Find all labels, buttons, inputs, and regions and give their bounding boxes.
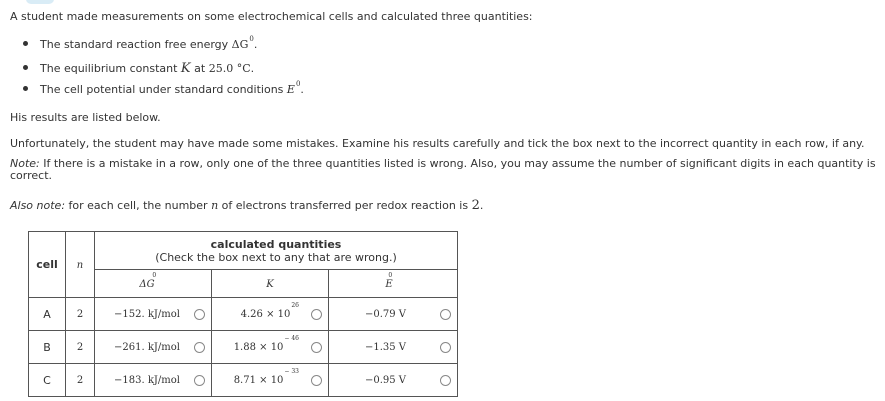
k-exponent: − 46 (284, 334, 299, 342)
e-checkbox[interactable] (440, 342, 451, 353)
results-table (28, 231, 458, 397)
table-row (29, 364, 458, 397)
listed-text: His results are listed below. (10, 111, 161, 124)
e-value: −1.35 V (364, 341, 406, 353)
bullet-icon (23, 86, 28, 91)
k-checkbox[interactable] (311, 309, 322, 320)
table-row (29, 331, 458, 364)
k-value: 8.71 × 10 (233, 374, 284, 386)
dg-value: −261. kJ/mol (114, 341, 180, 353)
dg-cell (95, 298, 212, 331)
note-2: Also note: for each cell, the number n of electrons transferred per redox reaction is 2. (10, 198, 484, 213)
dg-value: −152. kJ/mol (114, 308, 180, 320)
k-checkbox[interactable] (311, 342, 322, 353)
cell-label: B (29, 331, 66, 364)
e-checkbox[interactable] (440, 375, 451, 386)
e-checkbox[interactable] (440, 309, 451, 320)
cell-label: A (29, 298, 66, 331)
e-cell (329, 331, 458, 364)
n-value: 2 (66, 364, 95, 397)
dg-checkbox[interactable] (194, 309, 205, 320)
quantity-list (23, 35, 304, 106)
bullet-icon (23, 41, 28, 46)
k-cell (212, 331, 329, 364)
list-item: The standard reaction free energy ΔG 0 . (23, 38, 304, 61)
cell-label: C (29, 364, 66, 397)
k-exponent: 26 (291, 301, 299, 309)
dg-checkbox[interactable] (194, 375, 205, 386)
n-value: 2 (66, 298, 95, 331)
bullet-icon (23, 65, 28, 70)
dg-checkbox[interactable] (194, 342, 205, 353)
dg-header: ΔG 0 (95, 270, 212, 298)
dg-cell (95, 364, 212, 397)
n-value: 2 (66, 331, 95, 364)
k-checkbox[interactable] (311, 375, 322, 386)
col-n-header: n (66, 232, 95, 298)
k-exponent: − 33 (284, 367, 299, 375)
table-row (29, 298, 458, 331)
list-item: The equilibrium constant K at 25.0 °C . (23, 61, 304, 84)
e-header: E 0 (329, 270, 458, 298)
k-header: K (212, 270, 329, 298)
intro-text: A student made measurements on some electrochemical cells and calculated three quantities: (10, 10, 533, 23)
k-cell (212, 298, 329, 331)
calculated-quantities-header: calculated quantities (Check the box next to any that are wrong.) (95, 232, 458, 270)
e-cell (329, 298, 458, 331)
k-value: 1.88 × 10 (233, 341, 284, 353)
e-value: −0.95 V (364, 374, 406, 386)
col-cell-header: cell (29, 232, 66, 298)
instructions-text: Unfortunately, the student may have made some mistakes. Examine his results carefully and tick the box next to the incorrect quantity in each row, if any. (10, 137, 865, 150)
collapse-tab[interactable] (26, 0, 54, 4)
dg-value: −183. kJ/mol (114, 374, 180, 386)
list-item: The cell potential under standard conditions E 0 . (23, 83, 304, 106)
note-1: Note: If there is a mistake in a row, only one of the three quantities listed is wrong. Also, you may assume the number of significant digits in each quantity is correct. (10, 157, 876, 182)
k-cell (212, 364, 329, 397)
dg-cell (95, 331, 212, 364)
e-cell (329, 364, 458, 397)
k-value: 4.26 × 10 (240, 308, 291, 320)
e-value: −0.79 V (364, 308, 406, 320)
